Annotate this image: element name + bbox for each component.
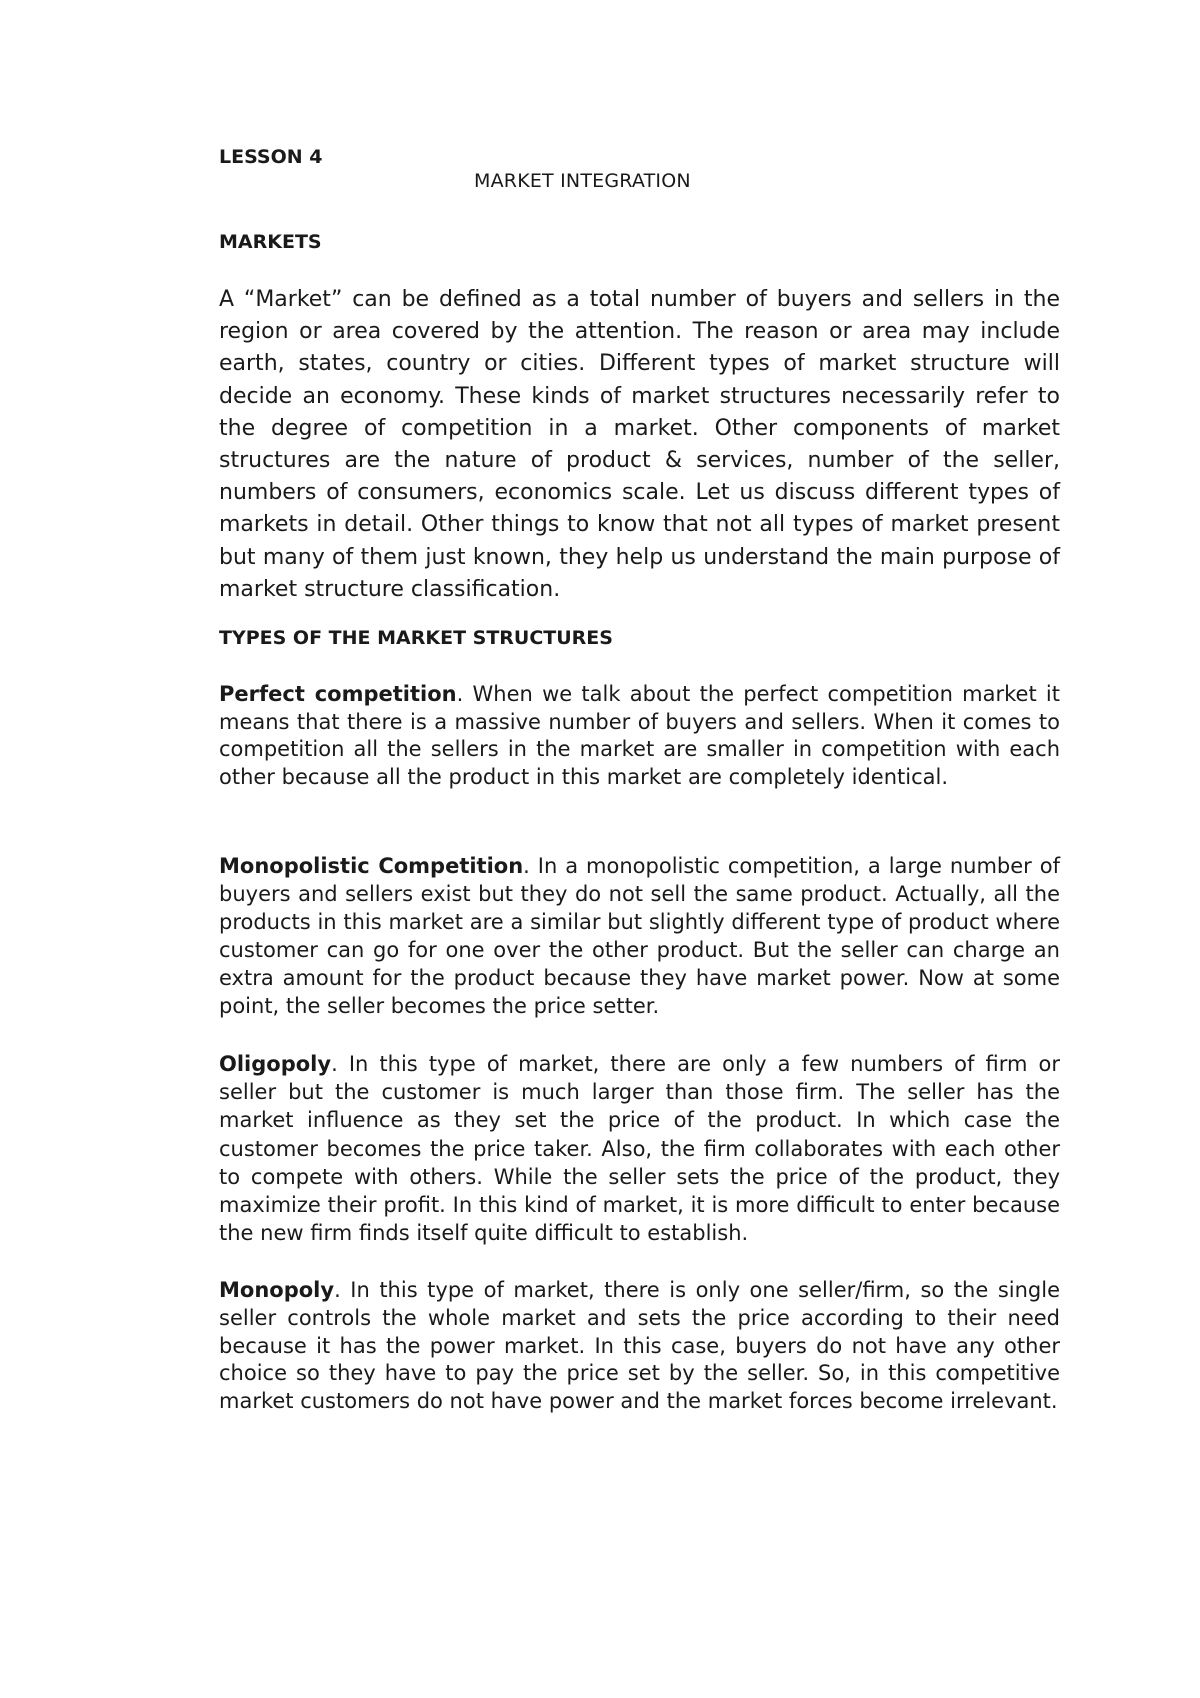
monopoly-text: . In this type of market, there is only one seller/firm, so the single seller controls the whole market and sets the price according to their need because it has the power market. In this case, buyers do not have any other choice so they have to pay the price set by the seller. So, in this competitive market customers do not have power and the market forces become irrelevant.: [219, 1278, 1060, 1414]
page-title: MARKET INTEGRATION: [474, 170, 691, 192]
monopolistic-competition-paragraph: [219, 852, 1060, 1020]
oligopoly-text: . In this type of market, there are only a few numbers of firm or seller but the customer is much larger than those firm. The seller has the market influence as they set the price of the product. In which case the customer becomes the price taker. Also, the firm collaborates with each other to compete with others. While the seller sets the price of the product, they maximize their profit. In this kind of market, it is more difficult to enter because the new firm finds itself quite difficult to establish.: [219, 1052, 1060, 1246]
monopolistic-competition-text: . In a monopolistic competition, a large number of buyers and sellers exist but they do not sell the same product. Actually, all the products in this market are a similar but slightly different type of product where customer can go for one over the other product. But the seller can charge an extra amount for the product because they have market power. Now at some point, the seller becomes the price setter.: [219, 854, 1060, 1018]
perfect-competition-paragraph: [219, 681, 1060, 791]
markets-paragraph: A “Market” can be defined as a total number of buyers and sellers in the region or area covered by the attention. The reason or area may include earth, states, country or cities. Different types of market structure will decide an economy. These kinds of market structures necessarily refer to the degree of competition in a market. Other components of market structures are the nature of product & services, number of the seller, numbers of consumers, economics scale. Let us discuss different types of markets in detail. Other things to know that not all types of market present but many of them just known, they help us understand the main purpose of market structure classification.: [219, 287, 1060, 602]
perfect-competition-term: Perfect competition: [219, 682, 457, 706]
monopolistic-competition-term: Monopolistic Competition: [219, 854, 524, 878]
oligopoly-paragraph: [219, 1050, 1060, 1247]
perfect-competition-text: . When we talk about the perfect competition market it means that there is a massive number of buyers and sellers. When it comes to competition all the sellers in the market are smaller in competition with each other because all the product in this market are completely identical.: [219, 682, 1060, 789]
monopoly-paragraph: [219, 1277, 1060, 1416]
lesson-label: LESSON 4: [219, 146, 323, 168]
monopoly-term: Monopoly: [219, 1278, 335, 1302]
oligopoly-term: Oligopoly: [219, 1052, 332, 1076]
types-heading: TYPES OF THE MARKET STRUCTURES: [219, 627, 613, 649]
markets-heading: MARKETS: [219, 231, 322, 253]
